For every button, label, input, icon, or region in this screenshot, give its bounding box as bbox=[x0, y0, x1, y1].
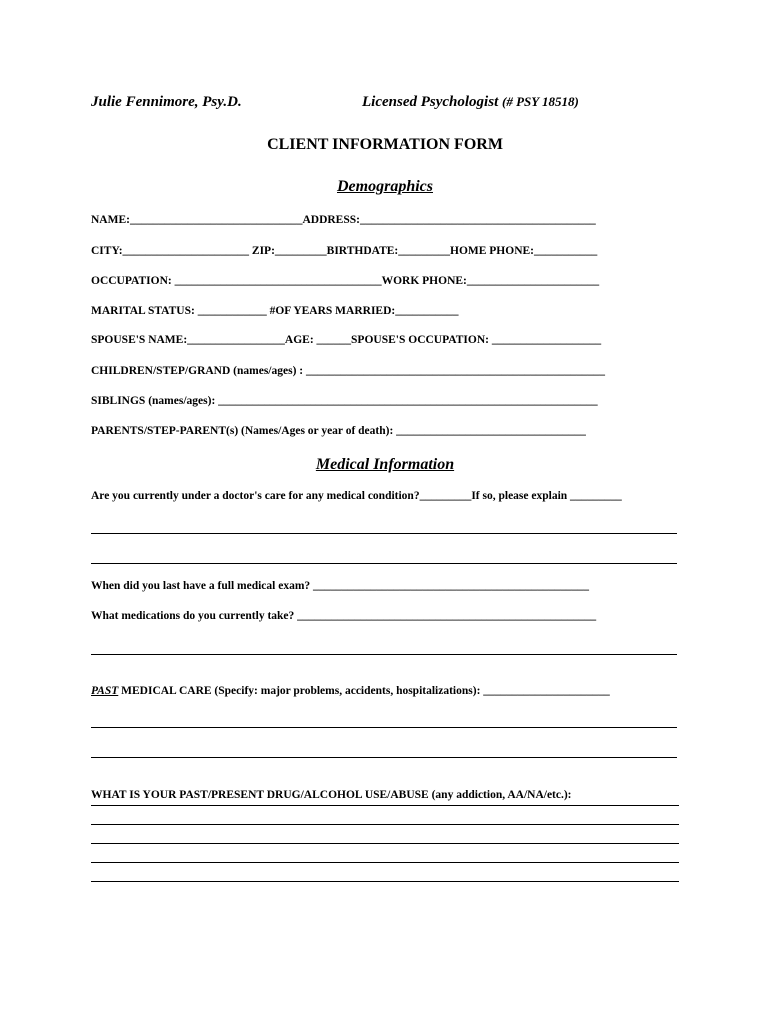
form-title: CLIENT INFORMATION FORM bbox=[267, 136, 503, 153]
siblings-field[interactable]: SIBLINGS (names/ages): __________________________________________________________________ bbox=[91, 395, 598, 407]
license-line bbox=[362, 94, 579, 111]
past-label: PAST bbox=[91, 685, 119, 697]
drug-alcohol-line-5[interactable] bbox=[91, 881, 679, 882]
past-medical-care-label: MEDICAL CARE (Specify: major problems, accidents, hospitalizations): ______________________ bbox=[118, 685, 610, 697]
license-title: Licensed Psychologist bbox=[362, 94, 499, 110]
psychologist-name: Julie Fennimore, Psy.D. bbox=[91, 94, 242, 110]
medications-line-2[interactable] bbox=[91, 654, 677, 655]
city-zip-birthdate-phone-field[interactable]: CITY:______________________ ZIP:_________BIRTHDATE:_________HOME PHONE:___________ bbox=[91, 245, 598, 257]
explain-line-1[interactable] bbox=[91, 533, 677, 534]
last-exam-field[interactable]: When did you last have a full medical exam? ________________________________________________ bbox=[91, 580, 590, 592]
drug-alcohol-line-1[interactable] bbox=[91, 805, 679, 806]
section-medical-information: Medical Information bbox=[315, 456, 455, 473]
doctors-care-field[interactable]: Are you currently under a doctor's care for any medical condition?_________If so, please explain _________ bbox=[91, 490, 622, 502]
drug-alcohol-line-2[interactable] bbox=[91, 824, 679, 825]
occupation-workphone-field[interactable]: OCCUPATION: ____________________________________WORK PHONE:_______________________ bbox=[91, 275, 600, 287]
past-care-line-1[interactable] bbox=[91, 727, 677, 728]
children-field[interactable]: CHILDREN/STEP/GRAND (names/ages) : ____________________________________________________ bbox=[91, 365, 605, 377]
explain-line-2[interactable] bbox=[91, 563, 677, 564]
parents-field[interactable]: PARENTS/STEP-PARENT(s) (Names/Ages or year of death): _________________________________ bbox=[91, 425, 586, 437]
name-address-field[interactable]: NAME:______________________________ADDRESS:_________________________________________ bbox=[91, 214, 596, 226]
past-care-line-2[interactable] bbox=[91, 757, 677, 758]
drug-alcohol-line-4[interactable] bbox=[91, 862, 679, 863]
medications-field[interactable]: What medications do you currently take? ____________________________________________________ bbox=[91, 610, 597, 622]
section-demographics: Demographics bbox=[337, 178, 433, 195]
drug-alcohol-question: WHAT IS YOUR PAST/PRESENT DRUG/ALCOHOL USE/ABUSE (any addiction, AA/NA/etc.): bbox=[91, 789, 572, 801]
marital-status-field[interactable]: MARITAL STATUS: ____________ #OF YEARS MARRIED:___________ bbox=[91, 305, 459, 317]
past-medical-care-field[interactable] bbox=[91, 685, 610, 697]
drug-alcohol-line-3[interactable] bbox=[91, 843, 679, 844]
license-number: (# PSY 18518) bbox=[501, 94, 579, 109]
spouse-info-field[interactable]: SPOUSE'S NAME:_________________AGE: ______SPOUSE'S OCCUPATION: ___________________ bbox=[91, 334, 602, 346]
